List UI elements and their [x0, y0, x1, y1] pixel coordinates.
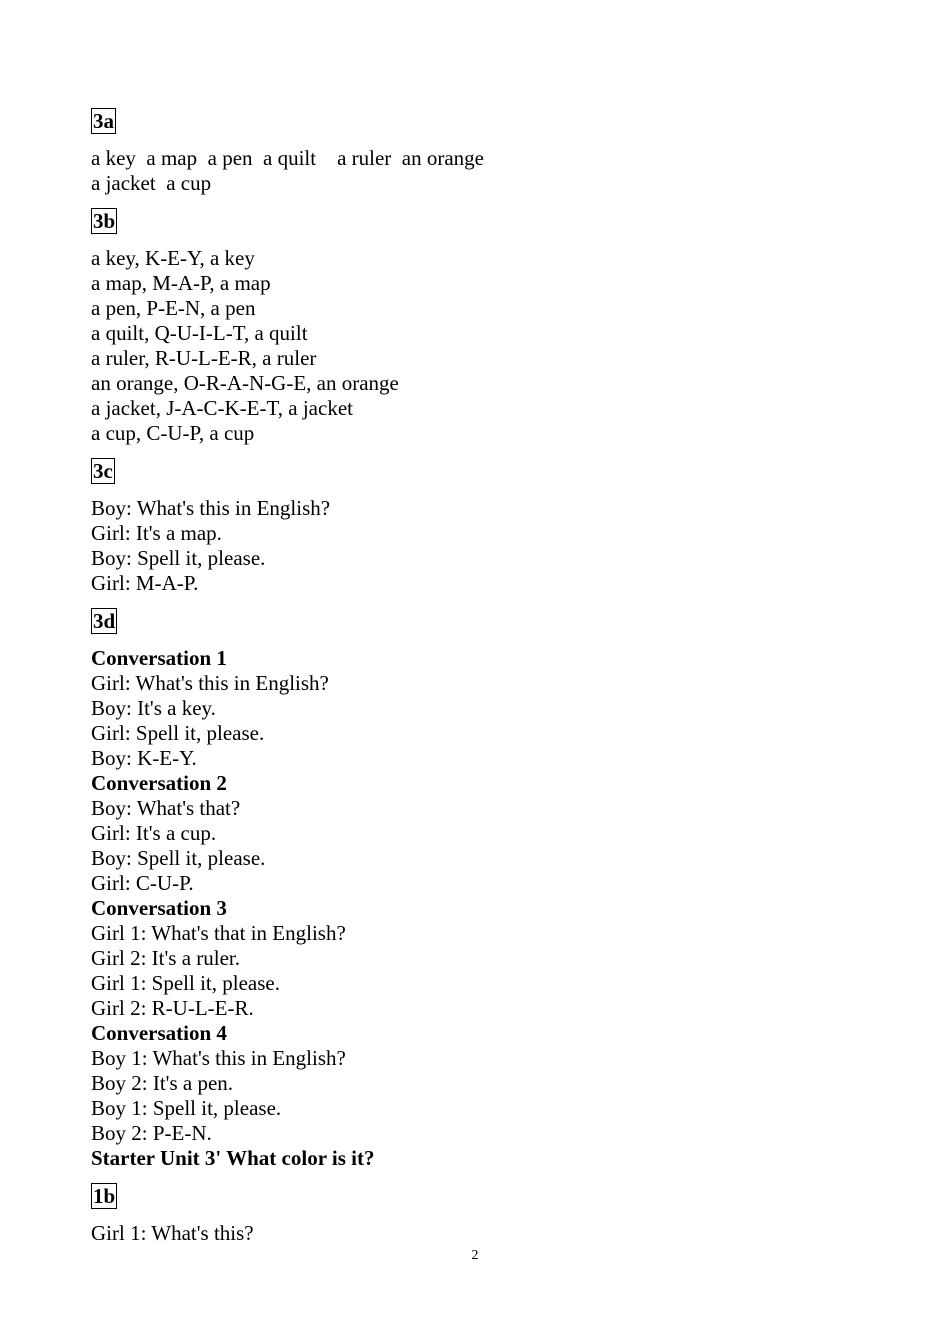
text-line: Girl: It's a map. [91, 521, 222, 545]
text-line: Boy: What's this in English? [91, 496, 331, 520]
text-line: Girl 1: What's that in English? [91, 921, 346, 945]
text-line: a quilt, Q-U-I-L-T, a quilt [91, 321, 308, 345]
text-line: Girl 1: What's this? [91, 1221, 254, 1245]
section-label-wrap [91, 608, 871, 635]
text-line: a jacket a cup [91, 171, 212, 195]
section-heading-line: Conversation 1 [91, 646, 227, 670]
text-line: a cup, C-U-P, a cup [91, 421, 255, 445]
text-line: Girl: What's this in English? [91, 671, 329, 695]
text-line: an orange, O-R-A-N-G-E, an orange [91, 371, 399, 395]
section-label-wrap [91, 1183, 871, 1210]
page-number: 2 [471, 1248, 479, 1263]
section-label-3b: 3b [93, 209, 116, 233]
text-line: Boy: Spell it, please. [91, 846, 266, 870]
section-label-wrap [91, 458, 871, 485]
text-line: Girl: It's a cup. [91, 821, 217, 845]
text-line: Boy 2: It's a pen. [91, 1071, 234, 1095]
text-line: a ruler, R-U-L-E-R, a ruler [91, 346, 317, 370]
text-line: Boy: What's that? [91, 796, 241, 820]
text-line: a jacket, J-A-C-K-E-T, a jacket [91, 396, 353, 420]
text-line: Boy: K-E-Y. [91, 746, 197, 770]
text-line: a pen, P-E-N, a pen [91, 296, 256, 320]
text-line: Girl: M-A-P. [91, 571, 199, 595]
text-line: Boy 1: What's this in English? [91, 1046, 346, 1070]
text-line: a key a map a pen a quilt a ruler an orange [91, 146, 485, 170]
section-heading-line: Conversation 4 [91, 1021, 227, 1045]
document-page [91, 108, 871, 1246]
text-line: a map, M-A-P, a map [91, 271, 271, 295]
section-label-wrap [91, 208, 871, 235]
text-line: Boy: It's a key. [91, 696, 216, 720]
text-line: Girl 2: R-U-L-E-R. [91, 996, 254, 1020]
section-label-1b: 1b [93, 1184, 116, 1208]
text-line: Boy 1: Spell it, please. [91, 1096, 282, 1120]
section-heading-line: Conversation 3 [91, 896, 227, 920]
section-heading-line: Conversation 2 [91, 771, 227, 795]
section-heading-line: Starter Unit 3' What color is it? [91, 1146, 375, 1170]
text-line: Girl 1: Spell it, please. [91, 971, 280, 995]
text-line: Boy: Spell it, please. [91, 546, 266, 570]
text-line: a key, K-E-Y, a key [91, 246, 255, 270]
text-line: Girl 2: It's a ruler. [91, 946, 240, 970]
section-label-3d: 3d [93, 609, 116, 633]
text-line: Girl: C-U-P. [91, 871, 194, 895]
section-label-3a: 3a [93, 109, 114, 133]
section-label-3c: 3c [93, 459, 113, 483]
text-line: Boy 2: P-E-N. [91, 1121, 212, 1145]
section-label-wrap [91, 108, 871, 135]
text-line: Girl: Spell it, please. [91, 721, 265, 745]
